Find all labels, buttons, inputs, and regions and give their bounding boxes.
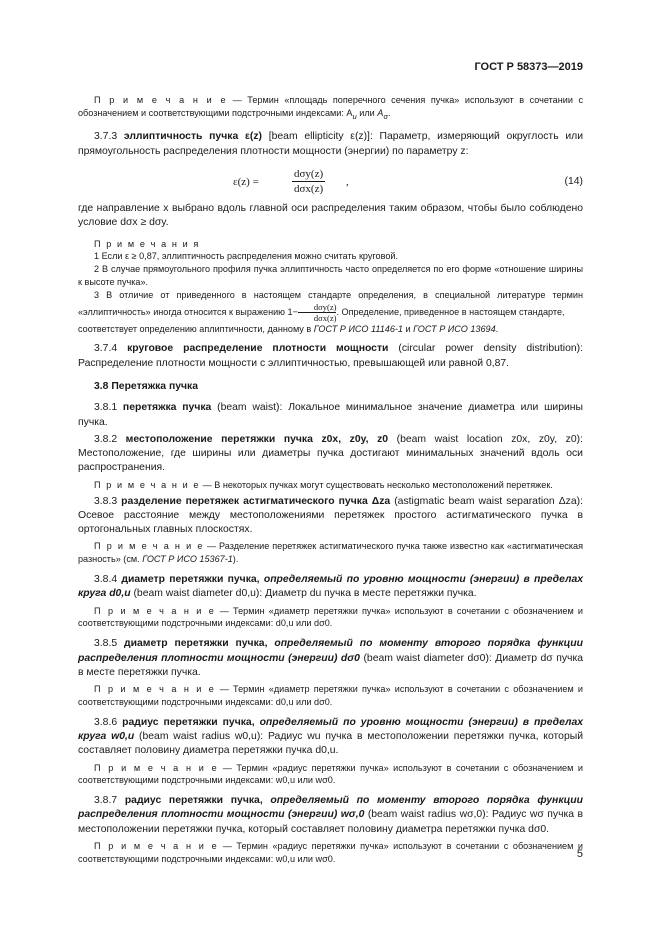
definition: (circular power density distribution): Распределение плотности мощности с эллиптичностью, превышающей или равной 0,87. [78, 343, 583, 369]
note-end: ). [232, 554, 239, 565]
note-a2: A [377, 107, 384, 118]
section-3-8-1 [78, 401, 583, 430]
page-body [78, 94, 583, 866]
note-end: . [388, 107, 391, 118]
section-3-8-title: 3.8 Перетяжка пучка [94, 380, 199, 392]
note-label: П р и м е ч а н и е [94, 541, 204, 552]
notes-label-text: П р и м е ч а н и я [94, 238, 200, 249]
definition: (beam waist diameter dσ0): Диаметр dσ пучка в месте перетяжки пучка. [78, 652, 584, 678]
formula-fraction [292, 167, 325, 197]
section-number: 3.8.3 [94, 495, 122, 507]
section-number: 3.8.7 [94, 795, 125, 807]
formula-14 [78, 165, 583, 199]
term: эллиптичность пучка ε(z) [123, 131, 262, 143]
note-3-text-a: 3 В отличие от приведенного в настоящем стандарте определения, в специальной литературе термин «эллиптичность» иногда относится к выражению [78, 289, 583, 317]
note-label: П р и м е ч а н и е [94, 479, 201, 490]
note-3-8-2 [78, 479, 583, 492]
note-3-8-3 [78, 540, 583, 566]
note-3-8-5 [78, 683, 583, 709]
document-id: ГОСТ Р 58373—2019 [474, 61, 583, 73]
note-ref: ГОСТ Р ИСО 15367-1 [142, 554, 233, 565]
definition: (beam waist radius wσ,0): Радиус wσ пучка в местоположении перетяжки пучка, который составляет половину диаметра перетяжки пучка dσ0. [78, 809, 583, 835]
definition: (beam waist location z0x, z0y, z0): Местоположение, где ширины или диаметры пучка достигают минимальных значений вдоль оси распространения. [78, 433, 583, 474]
term: радиус перетяжки пучка, [124, 795, 263, 807]
definition: (beam waist diameter d0,u): Диаметр du пучка в месте перетяжки пучка. [130, 588, 477, 600]
definition: [beam ellipticity ε(z)]: Параметр, измеряющий округлость или прямоугольность распределения плотности мощности (энергии) по параметру z: [78, 131, 584, 157]
section-number: 3.8.6 [94, 716, 123, 728]
section-number: 3.8.2 [94, 433, 126, 445]
formula-lhs: ε(z) = [233, 176, 259, 188]
formula-numerator: dσy(z) [292, 167, 325, 182]
section-number: 3.7.3 [94, 131, 124, 143]
term: перетяжка пучка [122, 402, 212, 414]
note-or: или [356, 107, 378, 118]
note-3-8-4 [78, 605, 583, 631]
term: радиус перетяжки пучка, [122, 716, 255, 728]
section-3-7-3 [78, 130, 583, 159]
term: местоположение перетяжки пучка z0x, z0y, z0 [125, 433, 389, 445]
term-italic: определяемый по уровню мощности (энергии) в пределах круга w0,u [78, 716, 583, 742]
note-text: — В некоторых пучках могут существовать несколько местоположений перетяжек. [200, 479, 553, 490]
note-3-8-6 [78, 762, 583, 788]
formula-denominator: dσx(z) [294, 183, 324, 196]
note-text: — Термин «радиус перетяжки пучка» используют в сочетании с обозначением и соответствующими подстрочными индексами: w0,u или wσ0. [78, 762, 583, 786]
note-3-prefix: 1− [287, 306, 298, 317]
note-3-mid: и [402, 323, 414, 334]
equation-number: (14) [564, 176, 583, 187]
note-3-fraction [298, 302, 337, 323]
note-text: — Термин «диаметр перетяжки пучка» используют в сочетании с обозначением и соответствующими подстрочными индексами: d0,u или dσ0. [78, 605, 584, 629]
definition: (beam waist radius w0,u): Радиус wu пучка в местоположении перетяжки пучка, который составляет половину диаметра перетяжки пучка d0,u. [78, 731, 583, 757]
section-3-8-6 [78, 716, 583, 759]
term-italic: определяемый по уровню мощности (энергии) в пределах круга d0,u [78, 574, 584, 600]
term: круговое распределение плотности мощности [127, 343, 389, 355]
note-1: 1 Если ε ≥ 0,87, эллиптичность распределения можно считать круговой. [94, 251, 398, 262]
note-3-continuation [78, 323, 583, 336]
note-label: П р и м е ч а н и е [94, 841, 219, 852]
note-3-denominator: dσx(z) [313, 312, 337, 323]
section-3-8-5 [78, 637, 583, 680]
notes-label [78, 238, 583, 251]
note-3-ref-1: ГОСТ Р ИСО 11146-1 [313, 323, 403, 334]
definition: (astigmatic beam waist separation Δza): Осевое расстояние между местоположениями перетяжек простого астигматического пучка в ортогональных главных плоскостях. [78, 495, 584, 536]
section-3-8-4 [78, 573, 583, 602]
section-number: 3.7.4 [94, 343, 128, 355]
section-number: 3.8.5 [94, 638, 125, 650]
note-3-end: . [495, 323, 499, 334]
note-text: — Термин «радиус перетяжки пучка» используют в сочетании с обозначением и соответствующими подстрочными индексами: w0,u или wσ0. [78, 841, 583, 864]
section-3-8-3 [78, 495, 583, 538]
section-3-8-2 [78, 433, 583, 476]
section-3-8-7 [78, 794, 583, 837]
note-3-text-b: . Определение, приведенное в настоящем стандарте, [336, 306, 565, 317]
term: диаметр перетяжки пучка, [124, 638, 268, 650]
note-3-ref-2: ГОСТ Р ИСО 13694 [413, 323, 496, 334]
term-italic: определяемый по моменту второго порядка функции распределения плотности мощности (энергии) wσ,0 [78, 795, 583, 821]
note-3-8-7 [78, 840, 583, 866]
note-3-numerator: dσy(z) [298, 302, 337, 313]
formula-comma: , [346, 176, 349, 188]
note-2: 2 В случае прямоугольного профиля пучка эллиптичность часто определяется по его форме «отношение ширины к высоте пучка». [78, 264, 583, 287]
definition: (beam waist): Локальное минимальное значение диаметра или ширины пучка. [78, 402, 583, 428]
note-area [78, 94, 583, 123]
note-label: П р и м е ч а н и е [94, 762, 219, 773]
section-3-7-4 [78, 342, 583, 371]
note-sub-u: u [352, 111, 357, 121]
note-3-text-c: соответствует определению аплиптичности, данному в [78, 323, 314, 334]
term-italic: определяемый по моменту второго порядка функции распределения плотности мощности (энергии) dσ0 [78, 638, 583, 664]
note-label: П р и м е ч а н и е [94, 605, 216, 616]
section-number: 3.8.1 [94, 402, 123, 414]
note-label: П р и м е ч а н и е [94, 95, 228, 105]
note-sub-s: σ [383, 111, 389, 121]
note-text: — Термин «диаметр перетяжки пучка» используют в сочетании с обозначением и соответствующими подстрочными индексами: d0,u или dσ0. [78, 684, 584, 707]
note-text: — Термин «площадь поперечного сечения пучка» используют в сочетании с обозначением и соответствующими подстрочными индексами: A [78, 95, 583, 118]
term: диаметр перетяжки пучка, [121, 574, 260, 586]
page-number: 5 [576, 848, 583, 860]
formula-explanation: где направление x выбрано вдоль главной оси распределения таким образом, чтобы было соблюдено условие dσx ≥ dσy. [78, 203, 583, 229]
note-label: П р и м е ч а н и е [94, 684, 216, 695]
note-text: — Разделение перетяжек астигматического пучка также известно как «астигматическая разность» (см. [78, 541, 584, 565]
term: разделение перетяжек астигматического пучка Δza [121, 495, 391, 507]
note-3 [78, 289, 583, 323]
section-number: 3.8.4 [94, 574, 122, 586]
